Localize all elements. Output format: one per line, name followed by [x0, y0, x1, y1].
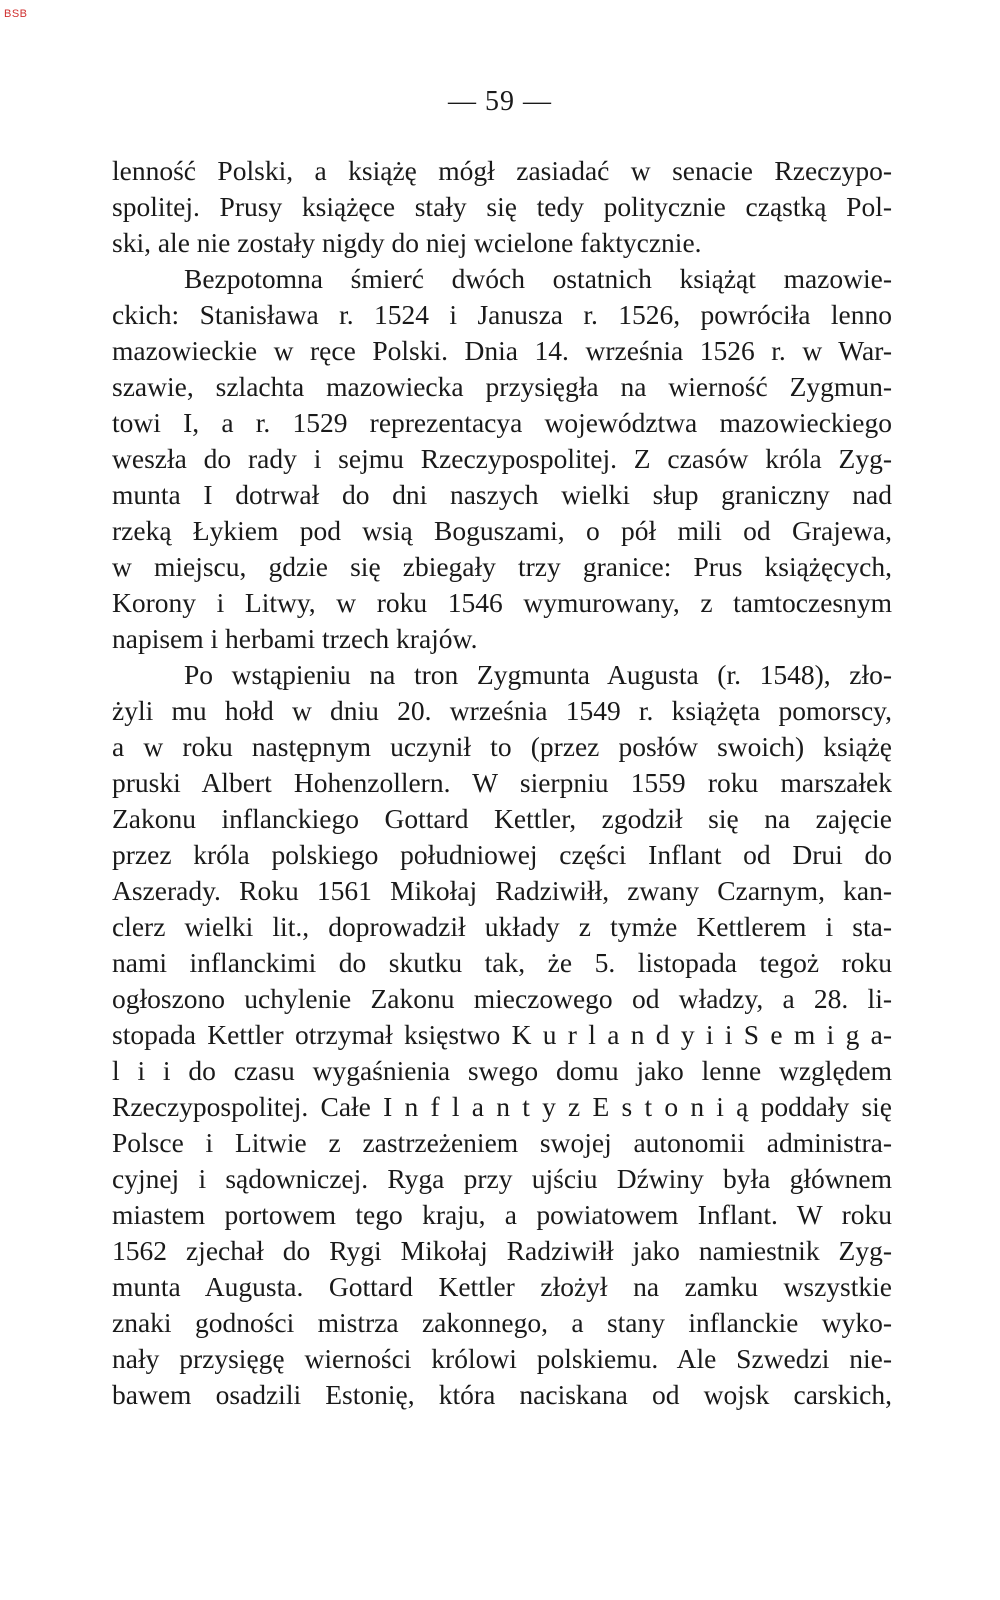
- text-line: nały przysięgę wierności królowi polskiemu. Ale Szwedzi nie-: [112, 1343, 892, 1374]
- text-line: weszła do rady i sejmu Rzeczypospolitej. Z czasów króla Zyg-: [112, 443, 892, 474]
- library-watermark: BSB: [4, 8, 28, 20]
- text-line: miastem portowem tego kraju, a powiatowem Inflant. W roku: [112, 1199, 892, 1230]
- text-line: napisem i herbami trzech krajów.: [112, 623, 478, 654]
- text-line: żyli mu hołd w dniu 20. września 1549 r. książęta pomorscy,: [112, 695, 892, 726]
- text-line: bawem osadzili Estonię, która naciskana od wojsk carskich,: [112, 1379, 892, 1410]
- text-line: przez króla polskiego południowej części Inflant od Drui do: [112, 839, 892, 870]
- text-line: Korony i Litwy, w roku 1546 wymurowany, z tamtoczesnym: [112, 587, 892, 618]
- body-text: [112, 153, 892, 1413]
- text-line: cyjnej i sądowniczej. Ryga przy ujściu Dźwiny była głównem: [112, 1163, 892, 1194]
- text-line: mazowieckie w ręce Polski. Dnia 14. września 1526 r. w War-: [112, 335, 892, 366]
- text-line: spolitej. Prusy książęce stały się tedy politycznie cząstką Pol-: [112, 191, 892, 222]
- text-line: Polsce i Litwie z zastrzeżeniem swojej autonomii administra-: [112, 1127, 892, 1158]
- text-line: ski, ale nie zostały nigdy do niej wcielone faktycznie.: [112, 227, 702, 258]
- text-line: towi I, a r. 1529 reprezentacya województwa mazowieckiego: [112, 407, 892, 438]
- text-line: ogłoszono uchylenie Zakonu mieczowego od władzy, a 28. li-: [112, 983, 892, 1014]
- text-line: clerz wielki lit., doprowadził układy z tymże Kettlerem i sta-: [112, 911, 892, 942]
- text-line: rzeką Łykiem pod wsią Boguszami, o pół mili od Grajewa,: [112, 515, 892, 546]
- text-line: Zakonu inflanckiego Gottard Kettler, zgodził się na zajęcie: [112, 803, 892, 834]
- text-line: w miejscu, gdzie się zbiegały trzy granice: Prus książęcych,: [112, 551, 892, 582]
- text-line: znaki godności mistrza zakonnego, a stany inflanckie wyko-: [112, 1307, 892, 1338]
- text-line: munta Augusta. Gottard Kettler złożył na zamku wszystkie: [112, 1271, 892, 1302]
- text-line: Bezpotomna śmierć dwóch ostatnich książąt mazowie-: [184, 263, 892, 294]
- text-line: pruski Albert Hohenzollern. W sierpniu 1559 roku marszałek: [112, 767, 892, 798]
- page-number: — 59 —: [448, 86, 552, 117]
- text-line: 1562 zjechał do Rygi Mikołaj Radziwiłł jako namiestnik Zyg-: [112, 1235, 892, 1266]
- text-line: a w roku następnym uczynił to (przez posłów swoich) książę: [112, 731, 892, 762]
- text-line: ckich: Stanisława r. 1524 i Janusza r. 1526, powróciła lenno: [112, 299, 892, 330]
- text-line: Aszerady. Roku 1561 Mikołaj Radziwiłł, zwany Czarnym, kan-: [112, 875, 892, 906]
- text-line: munta I dotrwał do dni naszych wielki słup graniczny nad: [112, 479, 892, 510]
- text-line: stopada Kettler otrzymał księstwo K u r l a n d y i i S e m i g a-: [112, 1019, 892, 1050]
- text-line: Rzeczypospolitej. Całe I n f l a n t y z E s t o n i ą poddały się: [112, 1091, 892, 1122]
- text-line: szawie, szlachta mazowiecka przysięgła na wierność Zygmun-: [112, 371, 892, 402]
- text-line: Po wstąpieniu na tron Zygmunta Augusta (r. 1548), zło-: [184, 659, 892, 690]
- text-line: lenność Polski, a książę mógł zasiadać w senacie Rzeczypo-: [112, 155, 892, 186]
- text-line: l i i do czasu wygaśnienia swego domu jako lenne względem: [112, 1055, 892, 1086]
- text-line: nami inflanckimi do skutku tak, że 5. listopada tegoż roku: [112, 947, 892, 978]
